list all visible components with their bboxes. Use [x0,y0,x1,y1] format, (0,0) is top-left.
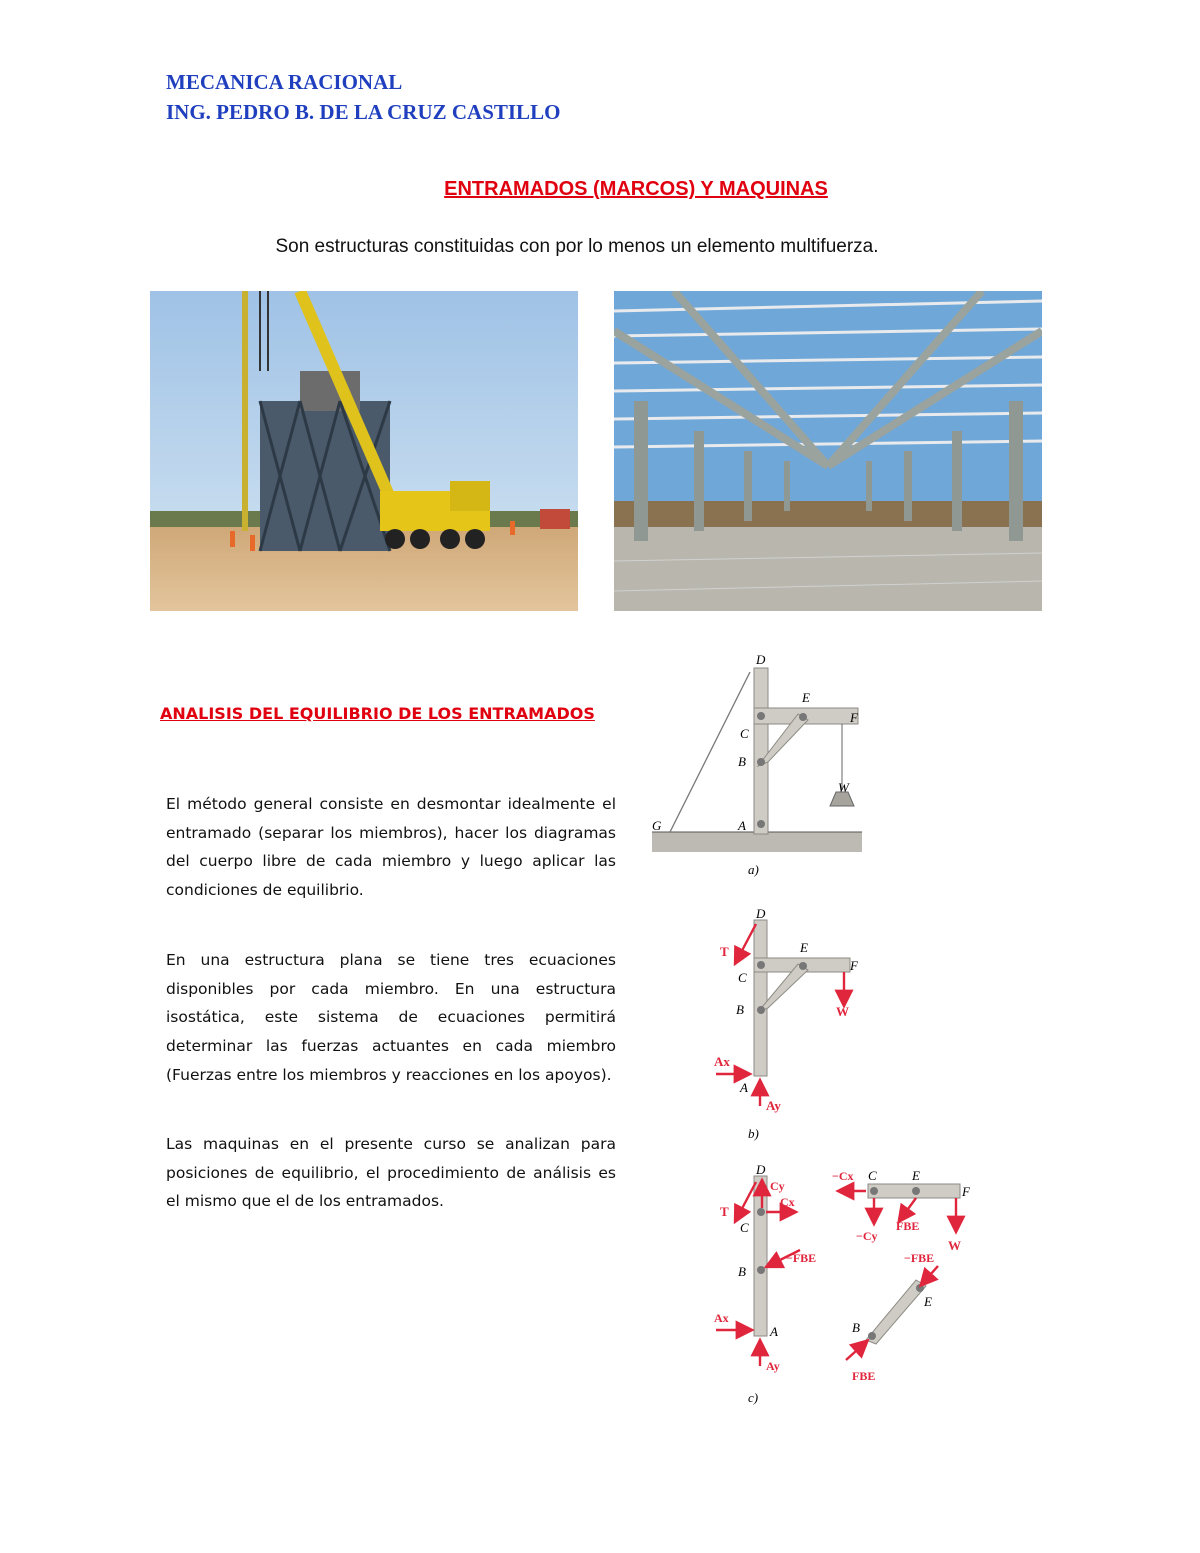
label-c: C [738,970,747,985]
label-f: F [850,958,858,973]
label-fbe: FBE [896,1219,920,1233]
label-cy: Cy [770,1179,785,1193]
label-cx: Cx [780,1195,795,1209]
label-t: T [720,944,729,959]
label-t: T [720,1204,729,1219]
paragraph-equations: En una estructura plana se tiene tres ecuaciones disponibles por cada miembro. En una estructura isostática, este sistema de ecuaciones permitirá determinar las fuerzas actuantes en cada miembro (Fuerzas entre los miembros y reacciones en los apoyos). [166,951,616,1084]
label-e: E [912,1168,920,1183]
label-c2: C [868,1168,877,1183]
label-minus-cx: −Cx [832,1169,854,1183]
steel-frame-photo [614,291,1042,611]
label-a: A [740,1080,748,1095]
label-minus-fbe: −FBE [786,1251,817,1265]
label-d: D [756,906,766,921]
label-f: F [962,1184,970,1199]
label-w: W [836,1004,849,1019]
figure-b-caption: b) [748,1126,759,1141]
label-g: G [652,818,662,833]
page-title: ENTRAMADOS (MARCOS) Y MAQUINAS [444,178,828,200]
figure-c-caption: c) [748,1390,759,1405]
paragraph-machines: Las maquinas en el presente curso se analizan para posiciones de equilibrio, el procedimiento de análisis es el mismo que el de los entramados. [166,1135,616,1211]
label-e2: E [924,1294,932,1309]
label-c: C [740,726,749,741]
label-minus-fbe-2: −FBE [904,1251,935,1265]
label-w: W [838,780,849,795]
label-w: W [948,1238,961,1253]
intro-text: Son estructuras constituidas con por lo menos un elemento multifuerza. [275,236,879,257]
label-fbe-2: FBE [852,1369,876,1383]
figure-b-fbd [700,900,880,1145]
figure-a-caption: a) [748,862,759,877]
label-e: E [802,690,810,705]
label-ay: Ay [766,1098,781,1113]
label-ax: Ax [714,1054,730,1069]
paragraph-method: El método general consiste en desmontar idealmente el entramado (separar los miembros), hacer los diagramas del cuerpo libre de cada miembro y luego aplicar las condiciones de equilibrio. [166,795,616,900]
professor-name: ING. PEDRO B. DE LA CRUZ CASTILLO [166,100,561,124]
figure-a-frame [640,650,880,880]
label-d: D [756,1162,766,1177]
label-b: B [738,1264,746,1279]
label-b: B [736,1002,744,1017]
figure-c-members [700,1160,990,1410]
label-minus-cy: −Cy [856,1229,878,1243]
label-e: E [800,940,808,955]
course-title: MECANICA RACIONAL [166,70,403,94]
label-ay: Ay [766,1359,780,1373]
crane-rig-photo [150,291,578,611]
label-a: A [738,818,746,833]
label-a: A [770,1324,778,1339]
label-b2: B [852,1320,860,1335]
section-title: ANALISIS DEL EQUILIBRIO DE LOS ENTRAMADOS [160,704,595,723]
label-c: C [740,1220,749,1235]
label-d: D [756,652,766,667]
label-f: F [850,710,858,725]
label-b: B [738,754,746,769]
label-ax: Ax [714,1311,729,1325]
